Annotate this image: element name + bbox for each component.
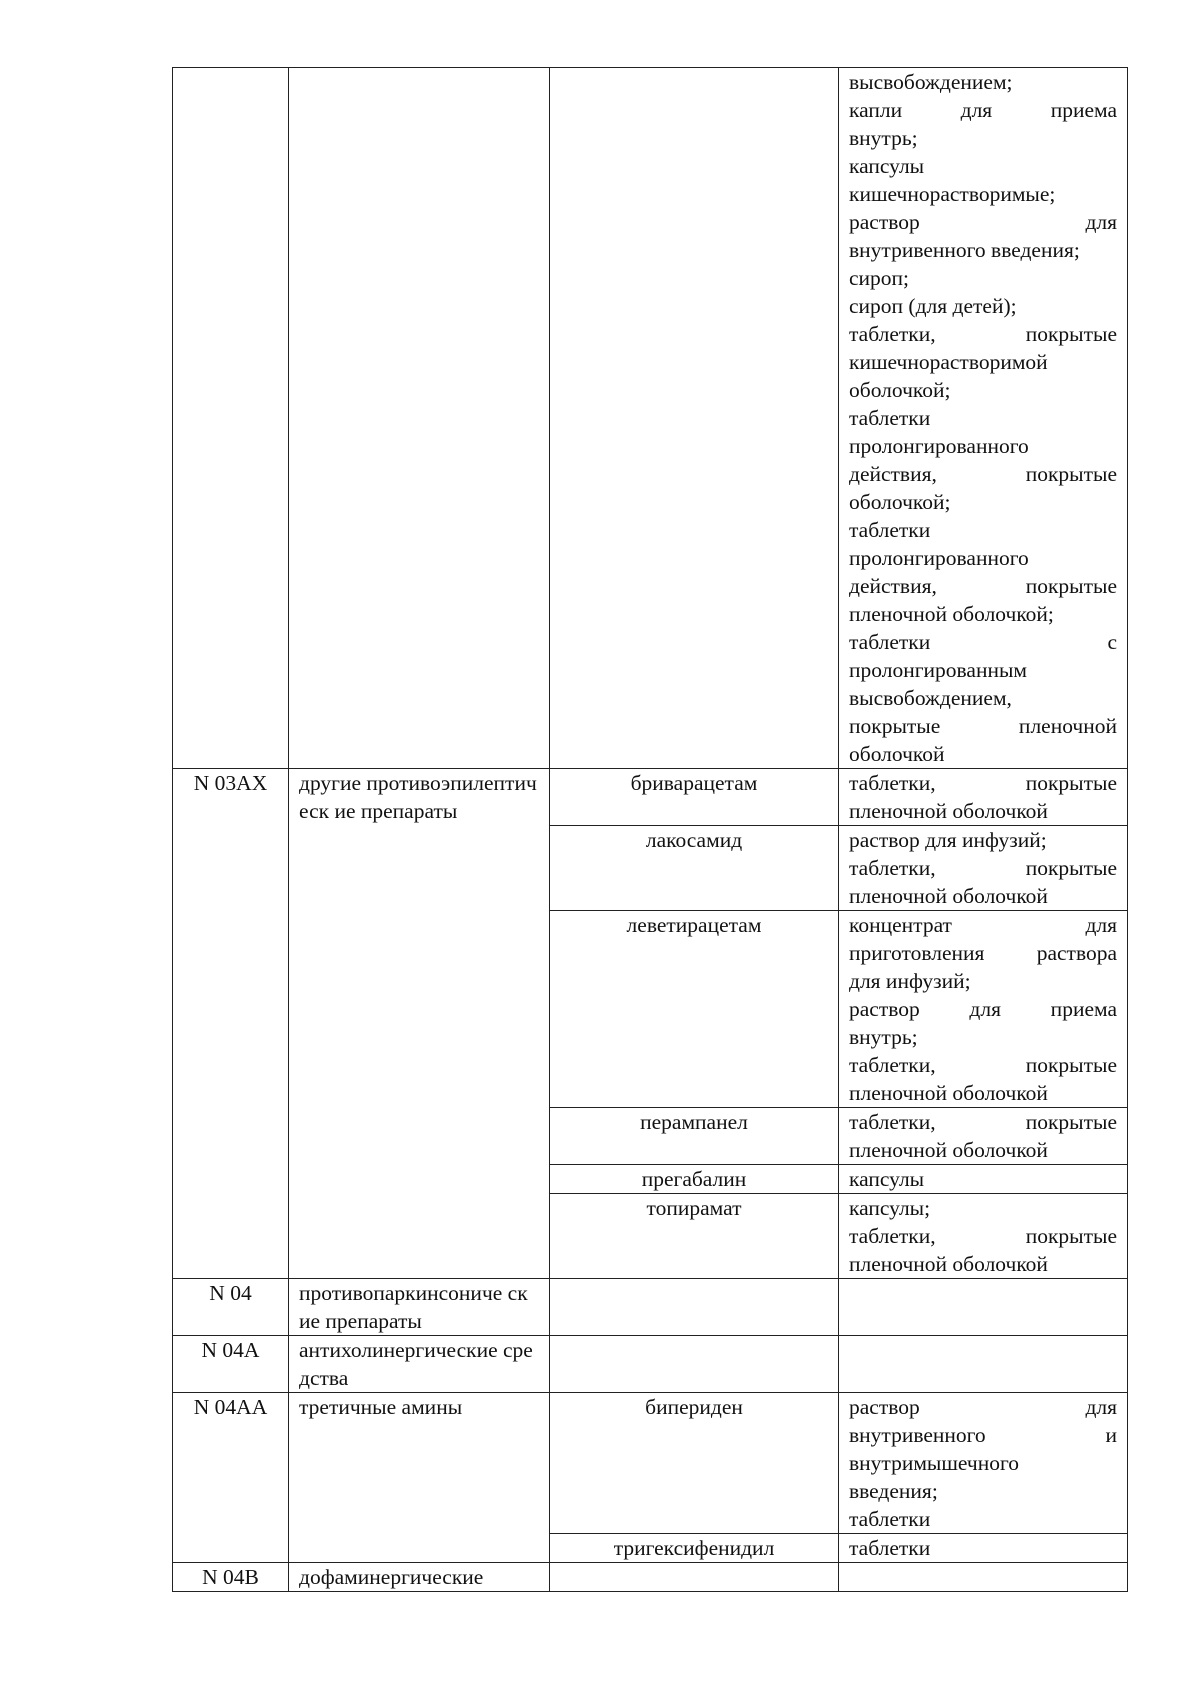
anatomic-group-cell-text: противопаркинсониче ские препараты [299, 1281, 528, 1333]
drug-name-cell-text: бриварацетам [630, 771, 758, 795]
atc-code-cell [173, 68, 289, 769]
drug-name-cell-text: бипериден [645, 1395, 743, 1419]
dosage-form-line: пленочной оболочкой [849, 1138, 1048, 1162]
drug-name-cell [550, 1108, 839, 1165]
table-row [173, 769, 1128, 826]
table-body [173, 68, 1128, 1592]
atc-code-cell-text: N 04A [201, 1338, 260, 1362]
atc-code-cell [173, 1393, 289, 1563]
dosage-form-cell [839, 911, 1128, 1108]
dosage-form-cell [839, 1279, 1128, 1336]
dosage-form-line: высвобождением; [849, 70, 1013, 94]
dosage-form-cell [839, 1108, 1128, 1165]
dosage-form-line: пленочной оболочкой; [849, 602, 1054, 626]
dosage-form-line: кишечнорастворимые; [849, 182, 1056, 206]
dosage-form-line: сироп (для детей); [849, 294, 1017, 318]
drug-name-cell [550, 826, 839, 911]
anatomic-group-cell [289, 1336, 550, 1393]
drug-name-cell-text: топирамат [646, 1196, 742, 1220]
dosage-form-line: таблетки [849, 518, 931, 542]
dosage-form-line: для инфузий; [849, 969, 971, 993]
dosage-form-line: внутрь; [849, 126, 918, 150]
dosage-form-cell [839, 769, 1128, 826]
dosage-form-line: пролонгированного [849, 546, 1029, 570]
dosage-form-line: пролонгированным [849, 658, 1028, 682]
drug-name-cell [550, 1165, 839, 1194]
dosage-form-line: таблетки, покрытые [849, 322, 1117, 346]
drug-list-table [172, 67, 1128, 1592]
dosage-form-cell [839, 1534, 1128, 1563]
anatomic-group-cell [289, 1279, 550, 1336]
table-row [173, 1393, 1128, 1534]
table-row [173, 1279, 1128, 1336]
dosage-form-line: кишечнорастворимой [849, 350, 1048, 374]
dosage-form-line: таблетки, покрытые [849, 771, 1117, 795]
atc-code-cell [173, 1279, 289, 1336]
dosage-form-line: оболочкой [849, 742, 945, 766]
drug-name-cell-text: лакосамид [645, 828, 743, 852]
dosage-form-line: внутривенного и [849, 1423, 1117, 1447]
drug-name-cell [550, 1393, 839, 1534]
dosage-form-line: капсулы [849, 1167, 925, 1191]
dosage-form-line: таблетки, покрытые [849, 856, 1117, 880]
dosage-form-cell [839, 1336, 1128, 1393]
anatomic-group-cell-text: дофаминергические [299, 1565, 484, 1589]
anatomic-group-cell [289, 68, 550, 769]
dosage-form-line: таблетки с [849, 630, 1117, 654]
atc-code-cell [173, 769, 289, 1279]
dosage-form-line: раствор для приема [849, 997, 1117, 1021]
drug-name-cell-text: тригексифенидил [613, 1536, 775, 1560]
dosage-form-line: оболочкой; [849, 378, 951, 402]
table-row [173, 68, 1128, 769]
dosage-form-line: покрытые пленочной [849, 714, 1117, 738]
dosage-form-line: действия, покрытые [849, 462, 1117, 486]
dosage-form-line: внутрь; [849, 1025, 918, 1049]
dosage-form-cell [839, 1393, 1128, 1534]
drug-name-cell [550, 68, 839, 769]
anatomic-group-cell-text: антихолинергические средства [299, 1338, 533, 1390]
dosage-form-line: внутримышечного [849, 1451, 1020, 1475]
anatomic-group-cell [289, 769, 550, 1279]
dosage-form-cell [839, 1563, 1128, 1592]
table-row [173, 1563, 1128, 1592]
dosage-form-line: действия, покрытые [849, 574, 1117, 598]
dosage-form-line: пленочной оболочкой [849, 1081, 1048, 1105]
dosage-form-line: капсулы [849, 154, 925, 178]
dosage-form-cell [839, 68, 1128, 769]
dosage-form-line: приготовления раствора [849, 941, 1117, 965]
dosage-form-line: таблетки, покрытые [849, 1110, 1117, 1134]
drug-name-cell [550, 1336, 839, 1393]
atc-code-cell-text: N 04B [202, 1565, 259, 1589]
drug-name-cell [550, 1194, 839, 1279]
dosage-form-line: капли для приема [849, 98, 1117, 122]
anatomic-group-cell-text: третичные амины [299, 1395, 463, 1419]
dosage-form-line: концентрат для [849, 913, 1117, 937]
drug-name-cell-text: перампанел [640, 1110, 748, 1134]
anatomic-group-cell-text: другие противоэпилептическ ие препараты [299, 771, 537, 823]
dosage-form-line: пролонгированного [849, 434, 1029, 458]
drug-name-cell [550, 1563, 839, 1592]
dosage-form-cell [839, 826, 1128, 911]
atc-code-cell [173, 1336, 289, 1393]
drug-name-cell-text: прегабалин [641, 1167, 747, 1191]
dosage-form-line: таблетки, покрытые [849, 1224, 1117, 1248]
dosage-form-line: введения; [849, 1479, 938, 1503]
dosage-form-line: таблетки [849, 1536, 931, 1560]
atc-code-cell [173, 1563, 289, 1592]
dosage-form-line: таблетки [849, 1507, 931, 1531]
atc-code-cell-text: N 04AA [193, 1395, 268, 1419]
atc-code-cell-text: N 04 [209, 1281, 252, 1305]
dosage-form-line: пленочной оболочкой [849, 799, 1048, 823]
anatomic-group-cell [289, 1563, 550, 1592]
dosage-form-line: таблетки [849, 406, 931, 430]
dosage-form-line: капсулы; [849, 1196, 931, 1220]
dosage-form-line: высвобождением, [849, 686, 1012, 710]
dosage-form-line: внутривенного введения; [849, 238, 1080, 262]
drug-name-cell [550, 769, 839, 826]
dosage-form-line: пленочной оболочкой [849, 1252, 1048, 1276]
dosage-form-line: оболочкой; [849, 490, 951, 514]
dosage-form-line: сироп; [849, 266, 910, 290]
dosage-form-line: раствор для [849, 1395, 1117, 1419]
dosage-form-line: пленочной оболочкой [849, 884, 1048, 908]
drug-name-cell [550, 911, 839, 1108]
dosage-form-line: раствор для [849, 210, 1117, 234]
dosage-form-line: раствор для инфузий; [849, 828, 1047, 852]
drug-name-cell-text: леветирацетам [626, 913, 762, 937]
dosage-form-cell [839, 1165, 1128, 1194]
dosage-form-line: таблетки, покрытые [849, 1053, 1117, 1077]
table-row [173, 1336, 1128, 1393]
dosage-form-cell [839, 1194, 1128, 1279]
drug-name-cell [550, 1279, 839, 1336]
atc-code-cell-text: N 03AX [193, 771, 268, 795]
drug-name-cell [550, 1534, 839, 1563]
anatomic-group-cell [289, 1393, 550, 1563]
